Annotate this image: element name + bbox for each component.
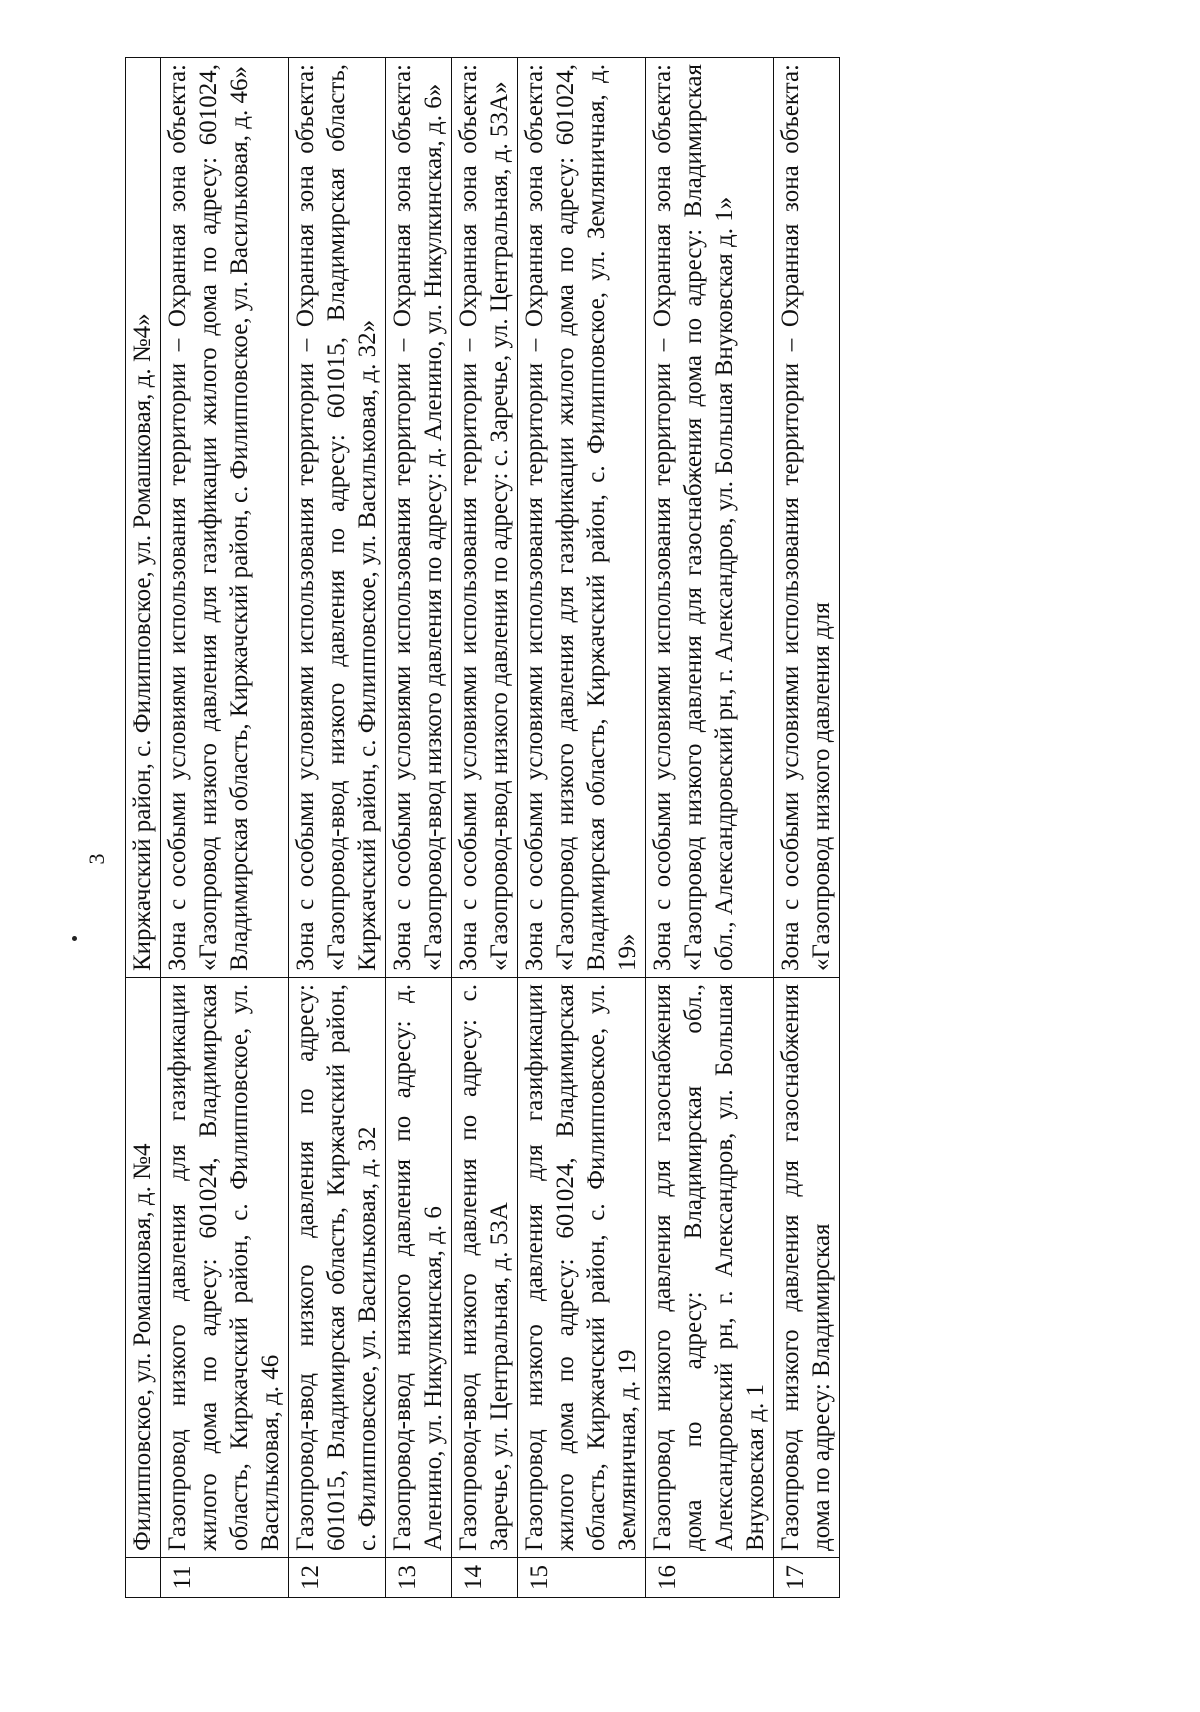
zone-cell: Зона с особыми условиями использования территории – Охранная зона объекта: «Газопровод низкого давления для газоснабжения дома по адресу: Владимирская обл., Александровский рн, г. Александров, ул. Большая Внуковская д. 1»: [646, 58, 774, 978]
table-body: [126, 58, 840, 1598]
object-cell: Газопровод низкого давления для газификации жилого дома по адресу: 601024, Владимирская область, Киржачский район, с. Филипповское, ул. Земляничная, д. 19: [518, 978, 646, 1558]
object-cell: Газопровод-ввод низкого давления по адресу: д. Аленино, ул. Никулкинская, д. 6: [386, 978, 452, 1558]
table-row: [386, 58, 452, 1598]
table-row: [518, 58, 646, 1598]
row-number-cell: 13: [386, 1558, 452, 1598]
row-number-cell: 14: [452, 1558, 518, 1598]
row-number-cell: 16: [646, 1558, 774, 1598]
object-cell: Газопровод низкого давления для газоснабжения дома по адресу: Владимирская: [774, 978, 840, 1558]
table-row: [452, 58, 518, 1598]
scan-speck: [72, 936, 77, 941]
page-number: 3: [84, 853, 109, 865]
protection-zones-table: [125, 57, 840, 1598]
object-cell: Газопровод-ввод низкого давления по адресу: 601015, Владимирская область, Киржачский район, с. Филипповское, ул. Васильковая, д. 32: [289, 978, 386, 1558]
table-row: [289, 58, 386, 1598]
zone-cell: Зона с особыми условиями использования территории – Охранная зона объекта: «Газопровод-ввод низкого давления по адресу: 601015, Владимирская область, Киржачский район, с. Филипповское, ул. Васильковая, д. 32»: [289, 58, 386, 978]
object-cell: Газопровод низкого давления для газоснабжения дома по адресу: Владимирская обл., Александровский рн, г. Александров, ул. Большая Внуковская д. 1: [646, 978, 774, 1558]
zone-cell: Зона с особыми условиями использования территории – Охранная зона объекта: «Газопровод-ввод низкого давления по адресу: с. Заречье, ул. Центральная, д. 53А»: [452, 58, 518, 978]
rotated-table-container: [125, 0, 1200, 1598]
zone-cell: Киржачский район, с. Филипповское, ул. Ромашковая, д. №4»: [126, 58, 161, 978]
row-number-cell: 12: [289, 1558, 386, 1598]
row-number-cell: [126, 1558, 161, 1598]
row-number-cell: 15: [518, 1558, 646, 1598]
row-number-cell: 11: [161, 1558, 289, 1598]
table-row-continuation: [126, 58, 161, 1598]
zone-cell: Зона с особыми условиями использования территории – Охранная зона объекта: «Газопровод-ввод низкого давления по адресу: д. Аленино, ул. Никулкинская, д. 6»: [386, 58, 452, 978]
table-row: [774, 58, 840, 1598]
zone-cell: Зона с особыми условиями использования территории – Охранная зона объекта: «Газопровод низкого давления для газификации жилого дома по адресу: 601024, Владимирская область, Киржачский район, с. Филипповское, ул. Земляничная, д. 19»: [518, 58, 646, 978]
object-cell: Газопровод-ввод низкого давления по адресу: с. Заречье, ул. Центральная, д. 53А: [452, 978, 518, 1558]
row-number-cell: 17: [774, 1558, 840, 1598]
zone-cell: Зона с особыми условиями использования территории – Охранная зона объекта: «Газопровод низкого давления для газификации жилого дома по адресу: 601024, Владимирская область, Киржачский район, с. Филипповское, ул. Васильковая, д. 46»: [161, 58, 289, 978]
zone-cell: Зона с особыми условиями использования территории – Охранная зона объекта: «Газопровод низкого давления для: [774, 58, 840, 978]
table-row: [646, 58, 774, 1598]
table-row: [161, 58, 289, 1598]
object-cell: Газопровод низкого давления для газификации жилого дома по адресу: 601024, Владимирская область, Киржачский район, с. Филипповское, ул. Васильковая, д. 46: [161, 978, 289, 1558]
object-cell: Филипповское, ул. Ромашковая, д. №4: [126, 978, 161, 1558]
